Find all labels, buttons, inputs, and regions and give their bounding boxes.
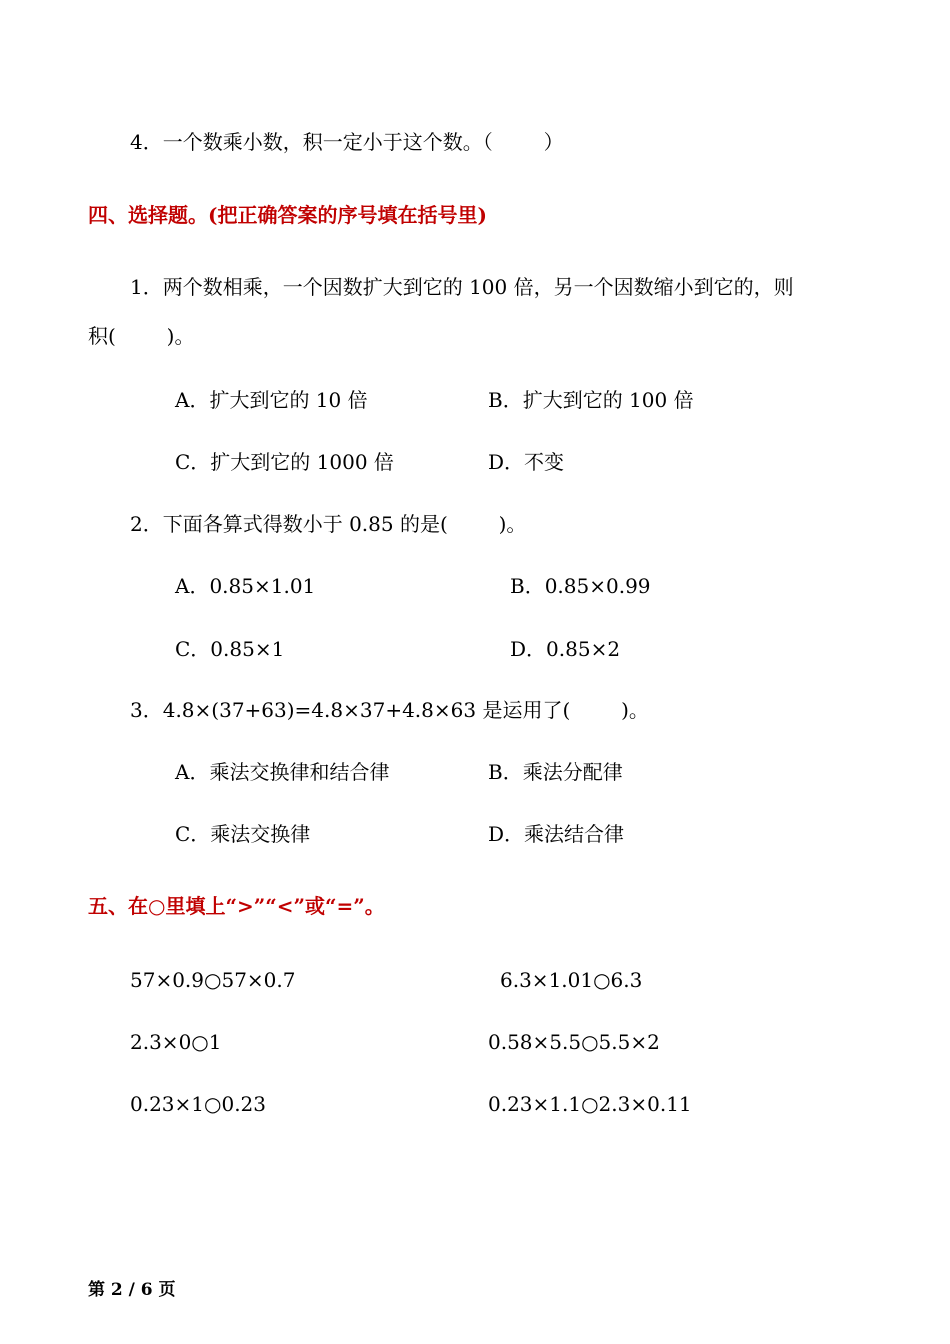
page-number: 第 2 / 6 页 <box>88 1280 176 1300</box>
compare-item: 57×0.9○57×0.7 <box>130 968 296 992</box>
compare-item: 0.23×1○0.23 <box>130 1092 266 1116</box>
section-4-heading: 四、选择题。(把正确答案的序号填在括号里) <box>88 203 487 227</box>
q2-option-a: A．0.85×1.01 <box>175 574 316 598</box>
q3-option-a: A．乘法交换律和结合律 <box>175 760 390 784</box>
compare-item: 6.3×1.01○6.3 <box>500 968 643 992</box>
q3-option-d: D．乘法结合律 <box>488 822 625 846</box>
q3-stem: 3．4.8×(37+63)=4.8×37+4.8×63 是运用了( )。 <box>130 698 649 722</box>
compare-item: 2.3×0○1 <box>130 1030 222 1054</box>
q3-option-b: B．乘法分配律 <box>488 760 623 784</box>
q1-option-c: C．扩大到它的 1000 倍 <box>175 450 394 474</box>
section-5-heading: 五、在○里填上“>”“<”或“=”。 <box>88 894 385 918</box>
compare-item: 0.58×5.5○5.5×2 <box>488 1030 660 1054</box>
q1-option-d: D．不变 <box>488 450 565 474</box>
q2-option-b: B．0.85×0.99 <box>510 574 651 598</box>
compare-item: 0.23×1.1○2.3×0.11 <box>488 1092 692 1116</box>
q2-option-c: C．0.85×1 <box>175 637 285 661</box>
q1-option-a: A．扩大到它的 10 倍 <box>175 388 368 412</box>
q1-option-b: B．扩大到它的 100 倍 <box>488 388 694 412</box>
q2-stem: 2．下面各算式得数小于 0.85 的是( )。 <box>130 512 527 536</box>
q2-option-d: D．0.85×2 <box>510 637 621 661</box>
question-4-true-false: 4．一个数乘小数，积一定小于这个数。（ ） <box>130 130 564 154</box>
q1-stem-line2: 积( )。 <box>88 324 195 348</box>
q1-stem-line1: 1．两个数相乘，一个因数扩大到它的 100 倍，另一个因数缩小到它的，则 <box>130 275 794 299</box>
q3-option-c: C．乘法交换律 <box>175 822 311 846</box>
